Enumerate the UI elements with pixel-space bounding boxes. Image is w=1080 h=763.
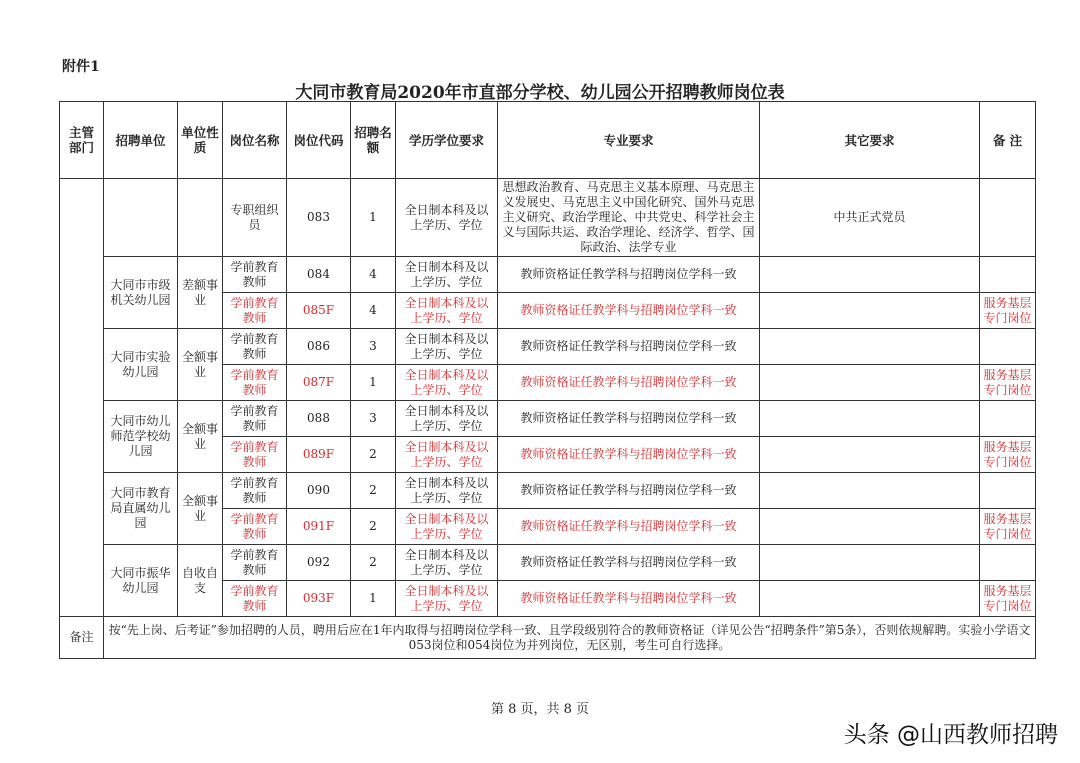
post-name-cell: 学前教育教师: [223, 437, 287, 473]
remark-cell: [980, 257, 1036, 293]
post-code-cell: 086: [287, 329, 351, 365]
unit-cell: [104, 179, 178, 257]
quota-cell: 3: [351, 401, 396, 437]
nature-cell: 全额事业: [178, 329, 223, 401]
remark-cell: [980, 473, 1036, 509]
other-cell: 中共正式党员: [760, 179, 980, 257]
quota-cell: 2: [351, 437, 396, 473]
remark-cell: 服务基层专门岗位: [980, 581, 1036, 617]
notes-label: 备注: [60, 617, 104, 659]
post-name-cell: 学前教育教师: [223, 473, 287, 509]
post-name-cell: 学前教育教师: [223, 545, 287, 581]
watermark: 头条 @山西教师招聘: [843, 722, 1058, 748]
major-cell: 教师资格证任教学科与招聘岗位学科一致: [498, 365, 760, 401]
header-post-code: 岗位代码: [287, 102, 351, 179]
post-code-cell: 084: [287, 257, 351, 293]
other-cell: [760, 257, 980, 293]
post-code-cell: 085F: [287, 293, 351, 329]
other-cell: [760, 581, 980, 617]
major-cell: 教师资格证任教学科与招聘岗位学科一致: [498, 473, 760, 509]
nature-cell: 自收自支: [178, 545, 223, 617]
quota-cell: 4: [351, 293, 396, 329]
post-code-cell: 092: [287, 545, 351, 581]
remark-cell: 服务基层专门岗位: [980, 293, 1036, 329]
other-cell: [760, 365, 980, 401]
notes-text: 按“先上岗、后考证”参加招聘的人员，聘用后应在1年内取得与招聘岗位学科一致、且学段级别符合的教师资格证（详见公告“招聘条件”第5条），否则依规解聘。实验小学语文053岗位和054岗位为并列岗位，无区别，考生可自行选择。: [104, 617, 1036, 659]
edu-cell: 全日制本科及以上学历、学位: [396, 473, 498, 509]
header-post-name: 岗位名称: [223, 102, 287, 179]
post-code-cell: 083: [287, 179, 351, 257]
other-cell: [760, 401, 980, 437]
quota-cell: 2: [351, 545, 396, 581]
attachment-label: 附件1: [62, 59, 100, 75]
other-cell: [760, 545, 980, 581]
quota-cell: 2: [351, 509, 396, 545]
header-unit: 招聘单位: [104, 102, 178, 179]
other-cell: [760, 329, 980, 365]
post-name-cell: 专职组织员: [223, 179, 287, 257]
other-cell: [760, 437, 980, 473]
edu-cell: 全日制本科及以上学历、学位: [396, 401, 498, 437]
quota-cell: 1: [351, 365, 396, 401]
edu-cell: 全日制本科及以上学历、学位: [396, 257, 498, 293]
quota-cell: 4: [351, 257, 396, 293]
post-code-cell: 090: [287, 473, 351, 509]
recruitment-table: [59, 101, 1036, 659]
post-name-cell: 学前教育教师: [223, 329, 287, 365]
header-other: 其它要求: [760, 102, 980, 179]
remark-cell: 服务基层专门岗位: [980, 509, 1036, 545]
dept-cell: [60, 179, 104, 617]
header-remark: 备 注: [980, 102, 1036, 179]
remark-cell: [980, 401, 1036, 437]
header-dept: 主管部门: [60, 102, 104, 179]
remark-cell: [980, 179, 1036, 257]
post-name-cell: 学前教育教师: [223, 365, 287, 401]
header-edu: 学历学位要求: [396, 102, 498, 179]
post-name-cell: 学前教育教师: [223, 401, 287, 437]
remark-cell: 服务基层专门岗位: [980, 365, 1036, 401]
quota-cell: 1: [351, 179, 396, 257]
table-row: [60, 545, 1036, 581]
major-cell: 教师资格证任教学科与招聘岗位学科一致: [498, 509, 760, 545]
other-cell: [760, 509, 980, 545]
major-cell: 教师资格证任教学科与招聘岗位学科一致: [498, 293, 760, 329]
table-row: [60, 179, 1036, 257]
header-nature: 单位性质: [178, 102, 223, 179]
nature-cell: 差额事业: [178, 257, 223, 329]
other-cell: [760, 293, 980, 329]
major-cell: 思想政治教育、马克思主义基本原理、马克思主义发展史、马克思主义中国化研究、国外马克思主义研究、政治学理论、中共党史、科学社会主义与国际共运、政治学理论、经济学、哲学、国际政治、法学专业: [498, 179, 760, 257]
post-code-cell: 088: [287, 401, 351, 437]
other-cell: [760, 473, 980, 509]
page-title: 大同市教育局2020年市直部分学校、幼儿园公开招聘教师岗位表: [295, 83, 785, 103]
quota-cell: 1: [351, 581, 396, 617]
post-code-cell: 093F: [287, 581, 351, 617]
post-code-cell: 087F: [287, 365, 351, 401]
post-name-cell: 学前教育教师: [223, 509, 287, 545]
edu-cell: 全日制本科及以上学历、学位: [396, 329, 498, 365]
header-major: 专业要求: [498, 102, 760, 179]
major-cell: 教师资格证任教学科与招聘岗位学科一致: [498, 401, 760, 437]
remark-cell: [980, 329, 1036, 365]
table-row: [60, 401, 1036, 437]
header-quota: 招聘名额: [351, 102, 396, 179]
major-cell: 教师资格证任教学科与招聘岗位学科一致: [498, 329, 760, 365]
edu-cell: 全日制本科及以上学历、学位: [396, 545, 498, 581]
major-cell: 教师资格证任教学科与招聘岗位学科一致: [498, 437, 760, 473]
edu-cell: 全日制本科及以上学历、学位: [396, 581, 498, 617]
major-cell: 教师资格证任教学科与招聘岗位学科一致: [498, 545, 760, 581]
edu-cell: 全日制本科及以上学历、学位: [396, 509, 498, 545]
nature-cell: [178, 179, 223, 257]
table-row: [60, 473, 1036, 509]
post-name-cell: 学前教育教师: [223, 257, 287, 293]
unit-cell: 大同市教育局直属幼儿园: [104, 473, 178, 545]
unit-cell: 大同市振华幼儿园: [104, 545, 178, 617]
table-row: [60, 329, 1036, 365]
post-name-cell: 学前教育教师: [223, 293, 287, 329]
edu-cell: 全日制本科及以上学历、学位: [396, 293, 498, 329]
remark-cell: [980, 545, 1036, 581]
major-cell: 教师资格证任教学科与招聘岗位学科一致: [498, 581, 760, 617]
notes-row: [60, 617, 1036, 659]
remark-cell: 服务基层专门岗位: [980, 437, 1036, 473]
page-footer: 第 8 页，共 8 页: [490, 702, 590, 717]
edu-cell: 全日制本科及以上学历、学位: [396, 179, 498, 257]
post-name-cell: 学前教育教师: [223, 581, 287, 617]
edu-cell: 全日制本科及以上学历、学位: [396, 437, 498, 473]
unit-cell: 大同市市级机关幼儿园: [104, 257, 178, 329]
post-code-cell: 091F: [287, 509, 351, 545]
header-row: [60, 102, 1036, 179]
unit-cell: 大同市实验幼儿园: [104, 329, 178, 401]
edu-cell: 全日制本科及以上学历、学位: [396, 365, 498, 401]
table-row: [60, 257, 1036, 293]
quota-cell: 2: [351, 473, 396, 509]
nature-cell: 全额事业: [178, 401, 223, 473]
post-code-cell: 089F: [287, 437, 351, 473]
major-cell: 教师资格证任教学科与招聘岗位学科一致: [498, 257, 760, 293]
unit-cell: 大同市幼儿师范学校幼儿园: [104, 401, 178, 473]
quota-cell: 3: [351, 329, 396, 365]
nature-cell: 全额事业: [178, 473, 223, 545]
